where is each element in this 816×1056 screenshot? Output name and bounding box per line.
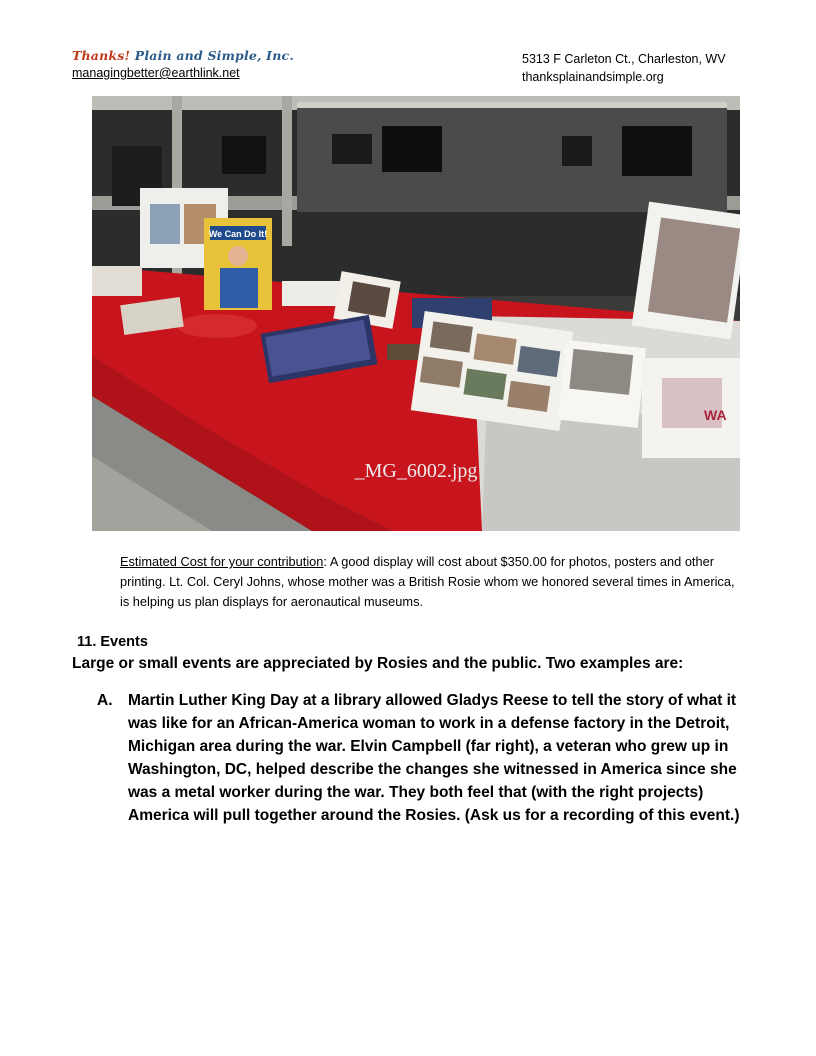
address: 5313 F Carleton Ct., Charleston, WV (522, 52, 726, 66)
letterhead-right (522, 50, 726, 86)
cost-paragraph (120, 552, 740, 612)
poster-caption: We Can Do It! (208, 229, 268, 239)
letterhead-left (72, 48, 294, 80)
display-table-photo (92, 96, 740, 531)
list-item-text: Martin Luther King Day at a library allowed Gladys Reese to tell the story of what it was like for an African-America woman to work in a defense factory in the Detroit, Michigan area during the war. Elvin Campbell (far right), a veteran who grew up in Washington, DC, helped describe the changes she witnessed in America since she was a metal worker during the war. They both feel that (with the right projects) America will pull together around the Rosies. (Ask us for a recording of this event.) (128, 692, 740, 824)
logo-thanks: Thanks! (72, 48, 131, 63)
website: thanksplainandsimple.org (522, 70, 664, 84)
list-item (97, 689, 747, 827)
logo-org-name: Plain and Simple, Inc. (130, 48, 294, 63)
email-link[interactable]: managingbetter@earthlink.net (72, 66, 240, 80)
cost-label: Estimated Cost for your contribution (120, 554, 324, 569)
photo-caption: _MG_6002.jpg (354, 460, 478, 482)
section-intro: Large or small events are appreciated by Rosies and the public. Two examples are: (72, 655, 684, 672)
org-logo (72, 48, 294, 63)
card-label: WA (704, 407, 727, 423)
cost-text: : A good display will cost about $350.00 for photos, posters and other printing. Lt. Col. Ceryl Johns, whose mother was a British Rosie whom we honored several times in America, is helping us plan displays for aeronautical museums. (120, 554, 735, 609)
section-title: 11. Events (77, 634, 148, 650)
list-item-letter: A. (97, 692, 113, 709)
